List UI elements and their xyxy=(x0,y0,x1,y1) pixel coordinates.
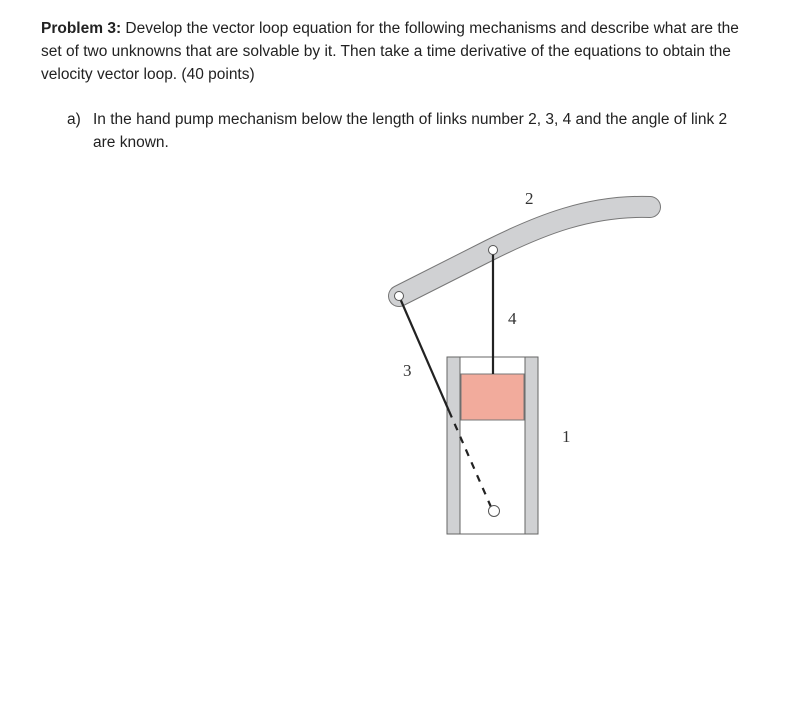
handle-link-2 xyxy=(399,207,650,296)
cylinder-right-wall xyxy=(525,357,538,534)
piston xyxy=(461,374,524,420)
problem-heading: Problem 3: xyxy=(41,20,122,37)
link-3 xyxy=(399,296,449,411)
pin-joint xyxy=(489,506,500,517)
part-a-text: In the hand pump mechanism below the length of links number 2, 3, 4 and the angle of link 2 are known. xyxy=(93,111,728,151)
part-a-label: a) xyxy=(67,111,81,128)
pin-joint xyxy=(395,292,404,301)
label-link-3: 3 xyxy=(403,361,412,380)
label-link-2: 2 xyxy=(525,189,534,208)
problem-text: Develop the vector loop equation for the following mechanisms and describe what are the set of two unknowns that are solvable by it. Then take a time derivative of the equations to obtain the velocity vector loop. (40 points) xyxy=(41,20,739,83)
cylinder-left-wall xyxy=(447,357,460,534)
label-link-1: 1 xyxy=(562,427,571,446)
pin-joint xyxy=(489,246,498,255)
label-link-4: 4 xyxy=(508,309,517,328)
